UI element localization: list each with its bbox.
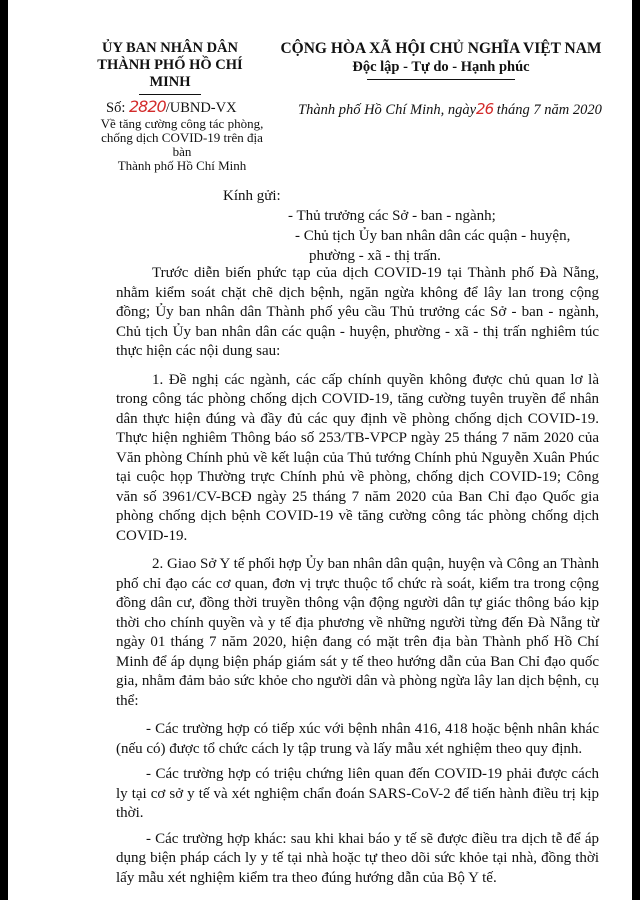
handwritten-number: 2820	[128, 97, 166, 116]
national-header	[276, 40, 606, 80]
item-2-paragraph: 2. Giao Sở Y tế phối hợp Ủy ban nhân dân quận, huyện và Công an Thành phố chỉ đạo các cơ quan, đơn vị trực thuộc tổ chức rà soát, kiểm tra trong cộng đồng dân cư, đồng thời truyền thông vận động người dân tự giác thông báo kịp thời cho chính quyền và y tế địa phương về những người từng đến Đà Nẵng từ ngày 01 tháng 7 năm 2020, hiện đang có mặt trên địa bàn Thành phố Hồ Chí Minh để áp dụng biện pháp giám sát y tế theo hướng dẫn của Ban Chỉ đạo quốc gia, nhằm đảm bảo sức khỏe cho người dân và phòng ngừa lây lan dịch bệnh, cụ thể:	[116, 556, 599, 709]
national-motto: Độc lập - Tự do - Hạnh phúc	[352, 59, 530, 75]
recipient-line-2	[288, 226, 588, 266]
number-prefix: Số:	[106, 100, 126, 116]
number-suffix: /UBND-VX	[165, 100, 237, 116]
bullet-1-paragraph: - Các trường hợp có tiếp xúc với bệnh nhân 416, 418 hoặc bệnh nhân khác (nếu có) được tổ chức cách ly tập trung và lấy mẫu xét nghiệm theo quy định.	[116, 721, 599, 757]
item-1-paragraph: 1. Đề nghị các ngành, các cấp chính quyền không được chủ quan lơ là trong công tác phòng chống dịch COVID-19, tăng cường tuyên truyền để nhân dân thực hiện đúng và đầy đủ các quy định về phòng chống dịch COVID-19. Thực hiện nghiêm Thông báo số 253/TB-VPCP ngày 25 tháng 7 năm 2020 của Văn phòng Chính phủ về kết luận của Thủ tướng Chính phủ Nguyễn Xuân Phúc tại cuộc họp Thường trực Chính phủ về phòng, chống dịch COVID-19; Công văn số 3961/CV-BCĐ ngày 25 tháng 7 năm 2020 của Ban Chỉ đạo Quốc gia phòng chống dịch bệnh COVID-19 về tăng cường công tác phòng chống dịch COVID-19.	[116, 371, 599, 544]
recipient-line-2-text: - Chủ tịch Ủy ban nhân dân các quận - huyện,	[295, 228, 571, 244]
document-page	[8, 0, 632, 900]
date-suffix: tháng 7 năm 2020	[496, 102, 602, 118]
date-prefix: Thành phố Hồ Chí Minh, ngày	[298, 102, 477, 118]
document-number	[92, 99, 272, 116]
intro-paragraph: Trước diễn biến phức tạp của dịch COVID-19 tại Thành phố Đà Nẵng, nhằm kiểm soát chặt chẽ dịch bệnh, ngăn ngừa không để lây lan trong cộng đồng; Ủy ban nhân dân Thành phố yêu cầu Thủ trưởng các Sở - ban - ngành, Chủ tịch Ủy ban nhân dân các quận - huyện, phường - xã - thị trấn nghiêm túc thực hiện các nội dung sau:	[116, 265, 599, 359]
nation-title: CỘNG HÒA XÃ HỘI CHỦ NGHĨA VIỆT NAM	[280, 40, 602, 57]
issuing-agency	[80, 40, 260, 95]
document-number-block	[92, 99, 272, 173]
recipients-label: Kính gửi:	[223, 188, 281, 204]
handwritten-day: 26	[476, 100, 494, 118]
recipients-list	[288, 206, 588, 266]
bullet-3-paragraph: - Các trường hợp khác: sau khi khai báo y tế sẽ được điều tra dịch tễ để áp dụng biện pháp cách ly y tế tại nhà hoặc tự theo dõi sức khỏe tại nhà, đồng thời lấy mẫu xét nghiệm kiểm tra theo đúng hướng dẫn của Bộ Y tế.	[116, 830, 599, 886]
subject-line-3: Thành phố Hồ Chí Minh	[117, 158, 247, 173]
recipient-line-1: - Thủ trưởng các Sở - ban - ngành;	[288, 208, 496, 224]
subject-line-1: Về tăng cường công tác phòng,	[100, 116, 264, 131]
agency-line-2: THÀNH PHỐ HỒ CHÍ MINH	[97, 57, 243, 90]
recipient-line-2-cont: phường - xã - thị trấn.	[309, 248, 441, 264]
document-date	[298, 100, 618, 119]
agency-line-1: ỦY BAN NHÂN DÂN	[101, 40, 238, 56]
motto-underline	[367, 79, 515, 80]
document-subject	[92, 117, 272, 173]
agency-underline	[139, 94, 201, 95]
bullet-2-paragraph: - Các trường hợp có triệu chứng liên quan đến COVID-19 phải được cách ly tại cơ sở y tế và xét nghiệm chẩn đoán SARS-CoV-2 để tiến hành điều trị kịp thời.	[116, 766, 599, 821]
document-body	[116, 264, 599, 897]
subject-line-2: chống dịch COVID-19 trên địa bàn	[101, 130, 263, 159]
